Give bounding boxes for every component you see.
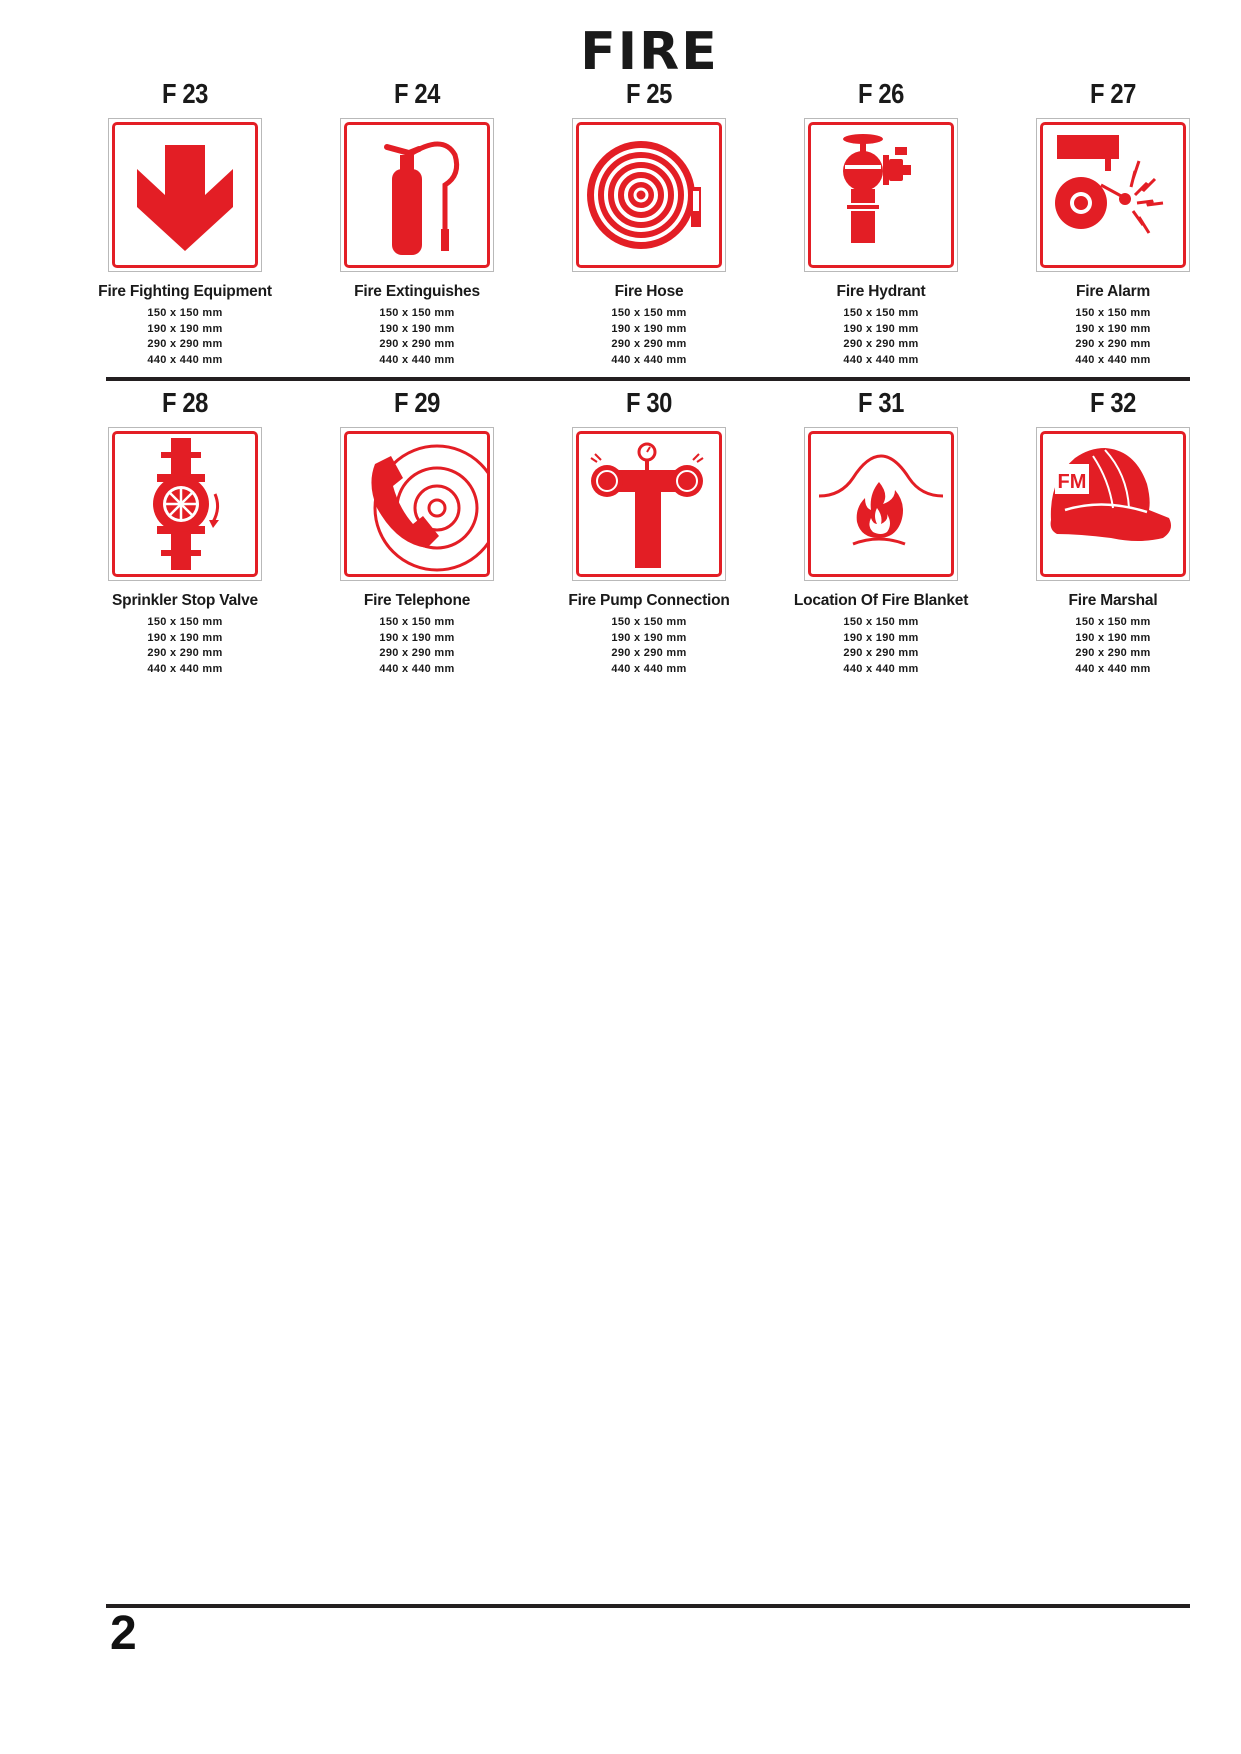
sign-size: 440 x 440 mm [147,353,223,366]
sign-size: 290 x 290 mm [843,647,919,659]
sign-image [340,427,494,581]
sign-sizes [781,615,981,677]
sign-name: Fire Hydrant [836,283,926,300]
fire-pump-connection-icon [579,434,719,574]
sign-name: Fire Marshal [1068,592,1158,609]
sign-sizes [317,615,517,677]
sign-size: 150 x 150 mm [1075,616,1151,628]
sign-size: 150 x 150 mm [147,307,223,319]
sign-name: Fire Pump Connection [568,592,730,609]
sign-image [1036,427,1190,581]
helmet-text: FM [1057,471,1087,493]
sign-card-f30 [549,385,749,677]
footer-rule [106,1604,1190,1608]
sign-size: 150 x 150 mm [147,616,223,628]
sign-sizes [85,615,285,677]
sign-size: 150 x 150 mm [379,307,455,319]
sign-code: F 30 [626,387,672,418]
sign-size: 190 x 190 mm [379,322,455,335]
sign-size: 440 x 440 mm [611,662,687,675]
sign-code: F 28 [162,387,208,418]
sign-image [340,118,494,272]
sign-sizes [1013,615,1213,677]
sign-card-f32 [1013,385,1213,677]
sign-size: 440 x 440 mm [379,353,455,366]
sign-size: 290 x 290 mm [611,647,687,659]
sign-size: 290 x 290 mm [1075,647,1151,659]
sign-size: 150 x 150 mm [611,307,687,319]
sign-card-f23 [85,76,285,368]
sign-image [804,118,958,272]
fire-extinguisher-icon [347,125,487,265]
sign-name: Fire Telephone [363,592,471,609]
sign-size: 190 x 190 mm [611,631,687,644]
sign-size: 190 x 190 mm [1075,631,1151,644]
page-title: FIRE [580,22,719,82]
sign-size: 190 x 190 mm [147,322,223,335]
sign-image [108,118,262,272]
fire-telephone-icon [347,434,487,574]
sign-size: 290 x 290 mm [147,338,223,350]
sign-sizes [317,306,517,368]
sign-sizes [1013,306,1213,368]
sign-name: Fire Alarm [1075,283,1151,300]
sign-card-f28 [85,385,285,677]
sign-code: F 26 [858,78,904,109]
sign-size: 290 x 290 mm [379,647,455,659]
sign-size: 190 x 190 mm [843,631,919,644]
arrow-down-icon [115,125,255,265]
sign-size: 440 x 440 mm [147,662,223,675]
fire-hose-reel-icon [579,125,719,265]
sign-size: 150 x 150 mm [843,616,919,628]
sign-size: 190 x 190 mm [147,631,223,644]
sign-code: F 31 [858,387,904,418]
sign-card-f24 [317,76,517,368]
sign-image [1036,118,1190,272]
sign-name: Location Of Fire Blanket [793,592,969,609]
fire-hydrant-icon [811,125,951,265]
fire-blanket-icon [811,434,951,574]
sign-card-f31 [781,385,981,677]
sign-card-f25 [549,76,749,368]
sign-size: 290 x 290 mm [611,338,687,350]
sign-sizes [549,615,749,677]
sign-size: 190 x 190 mm [379,631,455,644]
sign-card-f26 [781,76,981,368]
sign-image [108,427,262,581]
sign-code: F 23 [162,78,208,109]
sign-size: 440 x 440 mm [379,662,455,675]
sign-size: 150 x 150 mm [843,307,919,319]
sign-code: F 24 [394,78,440,109]
fire-alarm-bell-icon [1043,125,1183,265]
sign-size: 190 x 190 mm [843,322,919,335]
sign-code: F 25 [626,78,672,109]
sign-size: 440 x 440 mm [1075,662,1151,675]
sign-image [572,427,726,581]
sign-size: 150 x 150 mm [1075,307,1151,319]
page-number: 2 [110,1607,137,1660]
sign-row-1 [0,76,1241,376]
sign-size: 290 x 290 mm [1075,338,1151,350]
sign-size: 440 x 440 mm [843,353,919,366]
sign-size: 440 x 440 mm [1075,353,1151,366]
sign-sizes [85,306,285,368]
sign-code: F 29 [394,387,440,418]
sign-size: 150 x 150 mm [611,616,687,628]
sign-size: 440 x 440 mm [611,353,687,366]
sign-code: F 27 [1090,78,1136,109]
sign-name: Sprinkler Stop Valve [112,592,258,609]
sign-size: 190 x 190 mm [1075,322,1151,335]
section-divider [106,377,1190,381]
sign-sizes [549,306,749,368]
sign-sizes [781,306,981,368]
sign-size: 290 x 290 mm [147,647,223,659]
sign-size: 290 x 290 mm [843,338,919,350]
sprinkler-stop-valve-icon [115,434,255,574]
sign-row-2 [0,385,1241,685]
sign-image [804,427,958,581]
sign-name: Fire Hose [614,283,684,300]
sign-size: 150 x 150 mm [379,616,455,628]
sign-card-f29 [317,385,517,677]
sign-card-f27 [1013,76,1213,368]
sign-code: F 32 [1090,387,1136,418]
sign-size: 290 x 290 mm [379,338,455,350]
sign-size: 190 x 190 mm [611,322,687,335]
sign-image [572,118,726,272]
sign-name: Fire Extinguishes [354,283,480,300]
sign-name: Fire Fighting Equipment [98,283,272,300]
fire-marshal-helmet-icon [1043,434,1183,574]
sign-size: 440 x 440 mm [843,662,919,675]
